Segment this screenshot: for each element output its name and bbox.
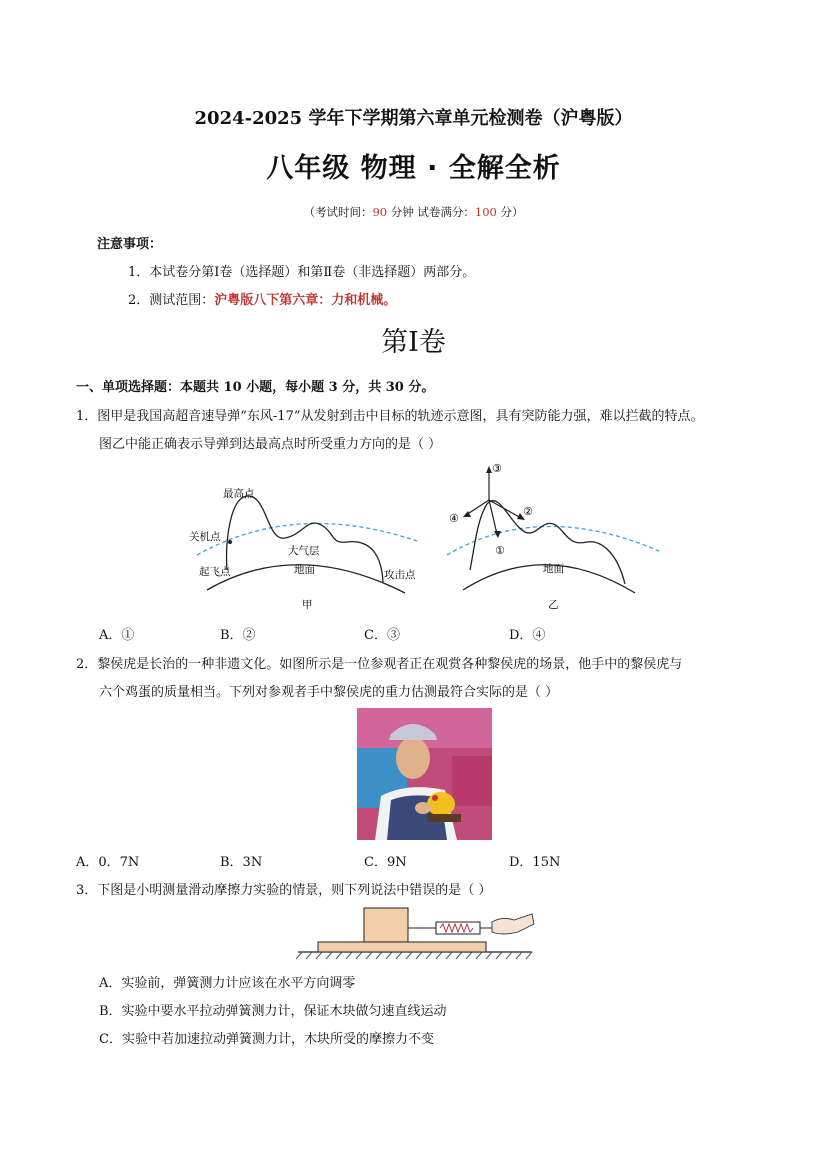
figure-surface-hatch	[296, 952, 532, 959]
figure-b-label-ground: 地面	[543, 563, 564, 575]
q1-stem-line1: 1．图甲是我国高超音速导弹“东风-17”从发射到击中目标的轨迹示意图，具有突防能力强，难以拦截的特点。	[76, 409, 704, 424]
time-mid: 分钟 试卷满分：	[387, 205, 475, 219]
q3-option-a: A．实验前，弹簧测力计应该在水平方向调零	[99, 976, 356, 991]
q1-option-c: C．③	[364, 628, 400, 643]
figure-b-label-4: ④	[449, 512, 459, 525]
figure-b-arrow-2	[489, 500, 521, 518]
exam-title: 2024-2025 学年下学期第六章单元检测卷（沪粤版）	[194, 108, 633, 129]
figure-a-shutoff-dot	[228, 540, 232, 544]
figure-b-label-1: ①	[495, 544, 505, 557]
q2-stem-line1: 2．黎侯虎是长治的一种非遗文化。如图所示是一位参观者正在观赏各种黎侯虎的场景，他手中的黎侯虎与	[76, 657, 683, 672]
q3-option-c: C．实验中若加速拉动弹簧测力计，木块所受的摩擦力不变	[99, 1032, 434, 1047]
score-value: 100	[474, 205, 497, 219]
figure-wood-block	[364, 908, 408, 942]
figure-a-label-top: 最高点	[223, 488, 255, 500]
photo-tiger-detail	[432, 795, 438, 801]
q3-friction-figure	[296, 902, 536, 960]
q2-option-d: D．15N	[509, 855, 561, 870]
figure-a-caption: 甲	[302, 599, 313, 611]
exam-info	[0, 204, 827, 220]
notes-item-2-scope: 沪粤版八下第六章：力和机械。	[214, 293, 397, 308]
figure-b-caption: 乙	[548, 599, 559, 611]
q1-option-b: B．②	[220, 628, 256, 643]
part-heading: 一、单项选择题：本题共 10 小题，每小题 3 分，共 30 分。	[76, 380, 435, 395]
figure-board	[318, 942, 486, 952]
q2-option-c: C．9N	[364, 855, 407, 870]
figure-hand	[492, 914, 534, 934]
figure-b-arrow-1	[489, 500, 497, 534]
figure-a-label-atmosphere: 大气层	[288, 545, 320, 557]
photo-tiger-base	[427, 814, 461, 822]
figure-b-label-3: ③	[492, 462, 502, 475]
exam-subtitle: 八年级 物理 · 全解全析	[266, 153, 561, 184]
q1-figures	[185, 460, 665, 618]
figure-a-label-target: 攻击点	[384, 569, 416, 581]
photo-hand	[415, 802, 431, 814]
figure-a-label-ground: 地面	[294, 564, 315, 576]
figure-a	[189, 487, 417, 611]
figure-b-label-2: ②	[523, 505, 533, 518]
figure-b	[447, 462, 659, 611]
photo-shelf	[452, 756, 492, 806]
notes-item-2	[128, 289, 396, 308]
q2-option-a: A．0．7N	[76, 855, 140, 870]
photo-face	[396, 737, 430, 779]
q1-option-a: A．①	[99, 628, 135, 643]
figure-a-label-launch: 起飞点	[199, 566, 231, 578]
q1-option-d: D．④	[509, 628, 546, 643]
score-suffix: 分）	[496, 205, 524, 219]
q2-photo	[357, 708, 492, 840]
section-title: 第Ⅰ卷	[381, 327, 446, 358]
notes-heading: 注意事项：	[97, 237, 163, 252]
figure-b-atmosphere-arc	[447, 526, 659, 555]
q2-stem-line2: 六个鸡蛋的质量相当。下列对参观者手中黎侯虎的重力估测最符合实际的是（ ）	[99, 685, 559, 700]
time-value: 90	[372, 205, 388, 219]
figure-a-label-shutoff: 关机点	[189, 531, 221, 543]
q3-stem: 3．下图是小明测量滑动摩擦力实验的情景，则下列说法中错误的是（ ）	[76, 883, 492, 898]
q1-stem-line2: 图乙中能正确表示导弹到达最高点时所受重力方向的是（ ）	[99, 437, 442, 452]
time-prefix: （考试时间：	[303, 205, 373, 219]
q3-option-b: B．实验中要水平拉动弹簧测力计，保证木块做匀速直线运动	[99, 1004, 447, 1019]
q2-option-b: B．3N	[220, 855, 263, 870]
notes-item-2-prefix: 2．测试范围：	[128, 293, 215, 308]
photo-tiger-toy	[427, 792, 455, 816]
notes-item-1: 1．本试卷分第Ⅰ卷（选择题）和第Ⅱ卷（非选择题）两部分。	[128, 265, 476, 280]
